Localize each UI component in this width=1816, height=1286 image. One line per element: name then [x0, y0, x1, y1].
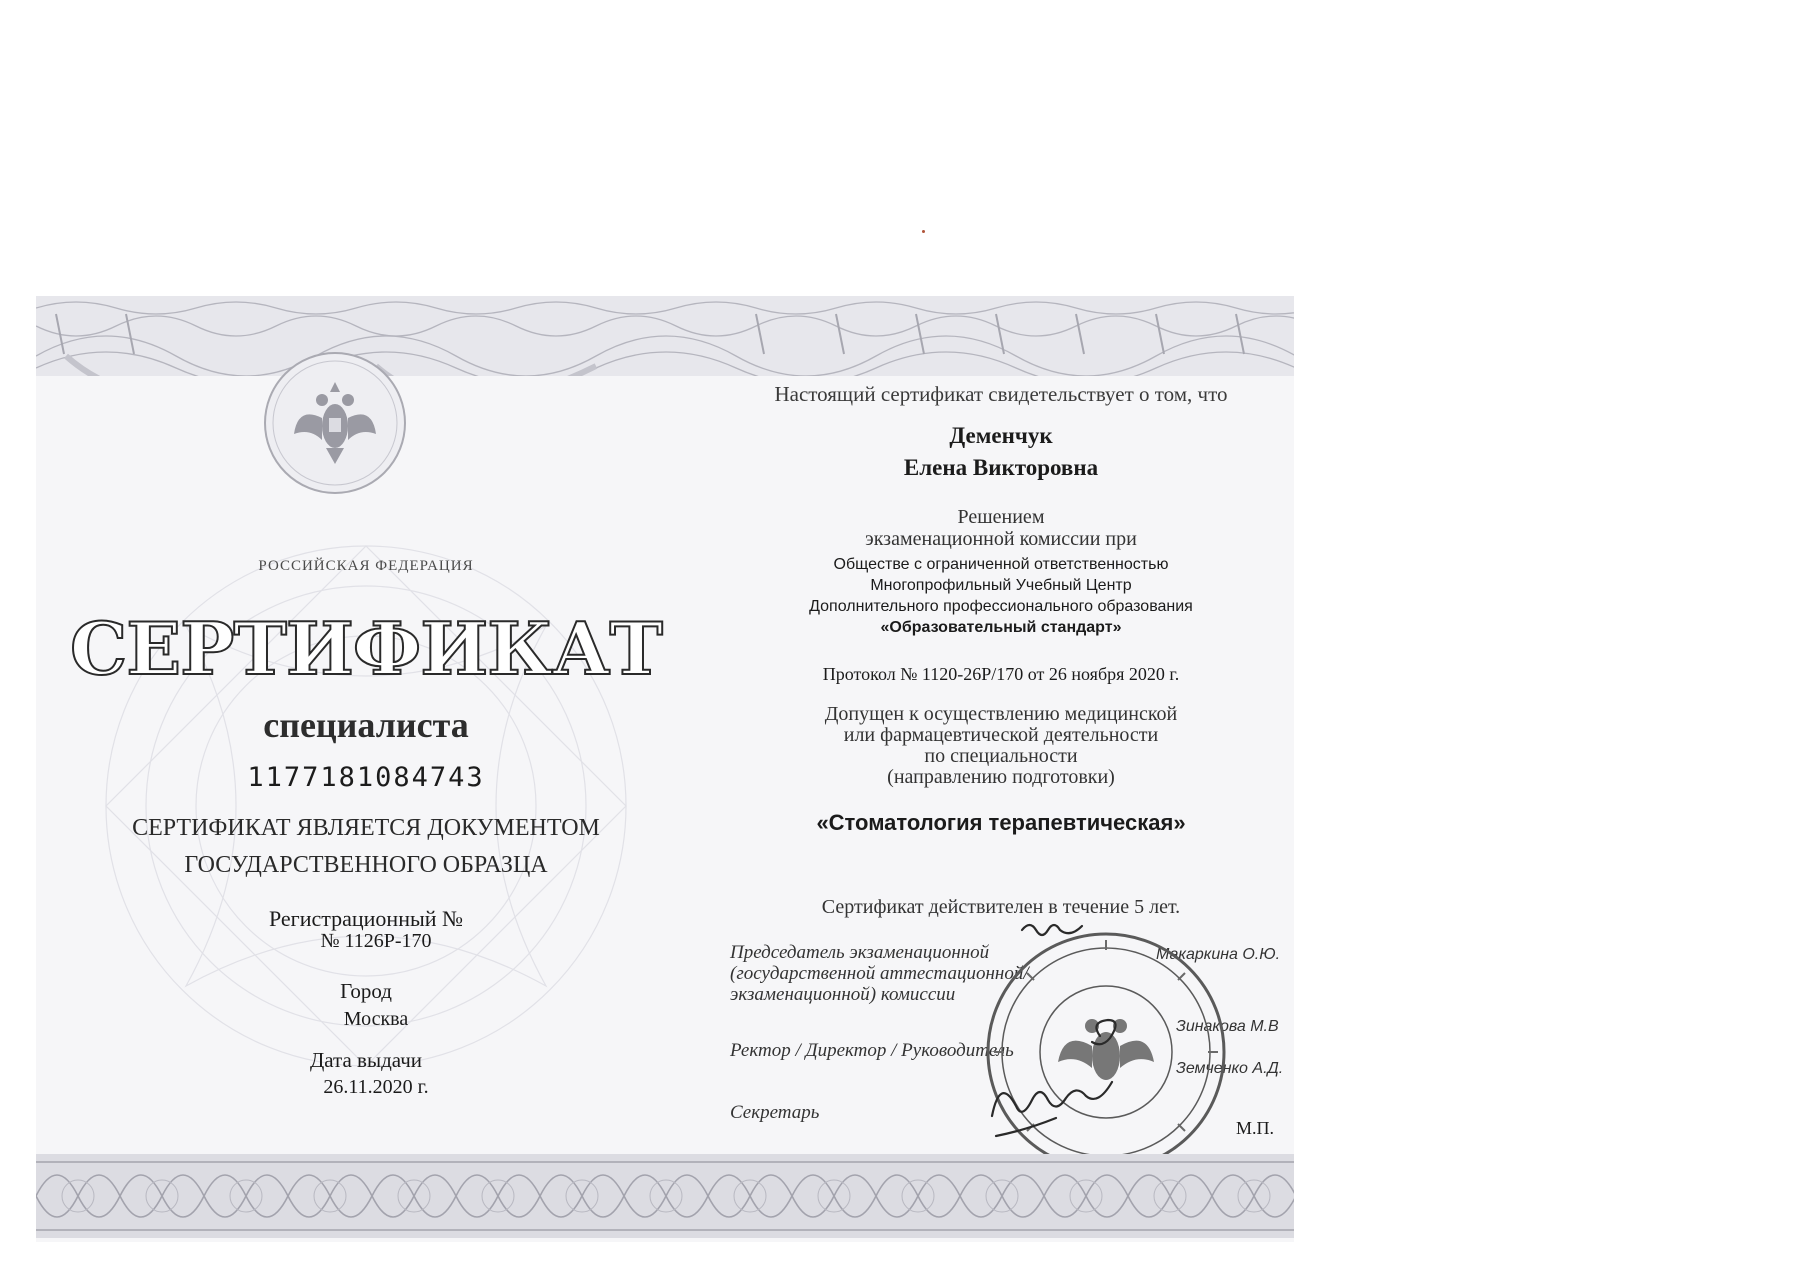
registration-number: № 1126Р-170	[320, 930, 432, 952]
organization-name: «Образовательный стандарт»	[880, 619, 1122, 636]
secretary-name: Земченко А.Д.	[1176, 1060, 1284, 1077]
intro-text: Настоящий сертификат свидетельствует о том, что	[774, 382, 1228, 406]
holder-surname: Деменчук	[949, 423, 1053, 448]
certificate-number: 1177181084743	[247, 762, 485, 793]
right-panel	[716, 296, 1286, 1242]
rector-signature-label: Ректор / Директор / Руководитель	[730, 1040, 1014, 1061]
holder-given-names: Елена Викторовна	[903, 455, 1099, 480]
left-panel	[36, 296, 696, 1242]
certificate-subtitle: специалиста	[263, 705, 469, 745]
protocol-reference: Протокол № 1120-26Р/170 от 26 ноября 2020 г.	[822, 664, 1180, 684]
city-value: Москва	[343, 1008, 409, 1030]
organization	[716, 554, 1286, 638]
organization-line-1: Обществе с ограниченной ответственностью	[833, 556, 1169, 573]
stamp-place-label: М.П.	[1236, 1118, 1275, 1138]
decision-line-1: Решением	[957, 506, 1045, 528]
chair-line-1: Председатель экзаменационной	[730, 942, 990, 963]
holder-name	[716, 420, 1286, 484]
organization-line-3: Дополнительного профессионального образования	[809, 598, 1193, 615]
statement	[36, 810, 696, 884]
rector-name: Зинакова М.В	[1176, 1018, 1279, 1035]
bottom-ornament-band	[36, 1154, 1294, 1238]
admission-line-4: (направлению подготовки)	[887, 766, 1115, 788]
statement-line-1: СЕРТИФИКАТ ЯВЛЯЕТСЯ ДОКУМЕНТОМ	[132, 815, 600, 841]
statement-line-2: ГОСУДАРСТВЕННОГО ОБРАЗЦА	[184, 852, 548, 878]
admission-line-3: по специальности	[924, 745, 1078, 767]
organization-line-2: Многопрофильный Учебный Центр	[870, 577, 1132, 594]
chair-line-3: экзаменационной) комиссии	[730, 984, 956, 1005]
issue-date-value: 26.11.2020 г.	[323, 1076, 429, 1098]
validity-text: Сертификат действителен в течение 5 лет.	[821, 896, 1181, 918]
chair-name: Макаркина О.Ю.	[1156, 946, 1281, 963]
certificate-sheet	[36, 296, 1294, 1242]
admission-text	[716, 704, 1286, 788]
secretary-signature-label: Секретарь	[730, 1102, 820, 1123]
issue-date-label: Дата выдачи	[309, 1048, 423, 1072]
country-label: РОССИЙСКАЯ ФЕДЕРАЦИЯ	[258, 558, 474, 574]
chair-line-2: (государственной аттестационной/	[730, 963, 1029, 984]
admission-line-1: Допущен к осуществлению медицинской	[824, 703, 1178, 725]
specialty: «Стоматология терапевтическая»	[816, 810, 1186, 835]
decision-text	[716, 506, 1286, 550]
decision-line-2: экзаменационной комиссии при	[865, 528, 1137, 550]
certificate-title: СЕРТИФИКАТ	[70, 606, 662, 691]
admission-line-2: или фармацевтической деятельности	[843, 724, 1159, 746]
scan-speck	[922, 230, 925, 233]
city-label: Город	[340, 979, 392, 1003]
handwritten-signatures	[982, 916, 1202, 1146]
registration-label: Регистрационный №	[268, 906, 464, 931]
